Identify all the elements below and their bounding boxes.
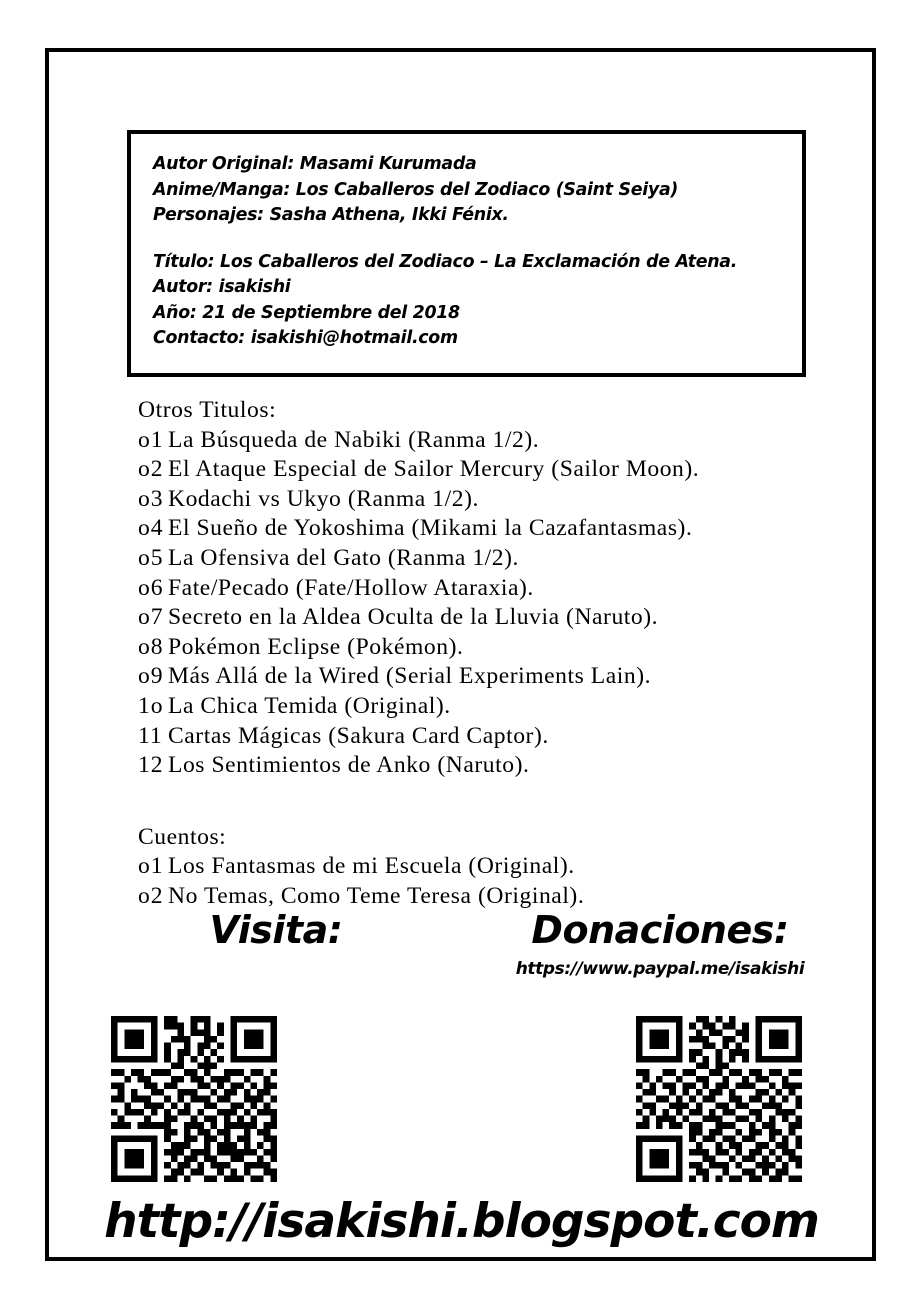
other-title-item-title: La Búsqueda de Nabiki (Ranma 1/2). — [168, 426, 540, 453]
qr-code-blog-wrapper[interactable] — [111, 1016, 277, 1182]
other-title-item — [138, 485, 838, 515]
other-title-item-title: Cartas Mágicas (Sakura Card Captor). — [168, 722, 549, 749]
credit-line-year: Año: 21 de Septiembre del 2018 — [153, 302, 460, 323]
credits-group-work — [153, 250, 802, 352]
other-title-item-title: Pokémon Eclipse (Pokémon). — [168, 633, 464, 660]
other-title-item-number: 1o — [138, 692, 164, 719]
credit-line-anime-manga: Anime/Manga: Los Caballeros del Zodiaco (Saint Seiya) — [153, 179, 679, 200]
other-title-item — [138, 751, 838, 781]
credit-line-contact: Contacto: isakishi@hotmail.com — [153, 328, 458, 348]
other-title-item-title: Más Allá de la Wired (Serial Experiments Lain). — [168, 663, 652, 690]
qr-code-blog-icon[interactable] — [111, 1016, 277, 1182]
other-title-item — [138, 455, 838, 485]
other-title-item — [138, 722, 838, 752]
other-title-item-number: o5 — [138, 544, 164, 571]
other-title-item-number: o1 — [138, 426, 164, 453]
other-title-item-title: Kodachi vs Ukyo (Ranma 1/2). — [168, 485, 479, 512]
credit-line-original-author: Autor Original: Masami Kurumada — [153, 154, 477, 174]
short-stories-heading: Cuentos: — [138, 823, 227, 850]
other-title-item-number: o4 — [138, 515, 164, 542]
other-title-item-title: Fate/Pecado (Fate/Hollow Ataraxia). — [168, 574, 534, 601]
qr-code-paypal-icon[interactable] — [636, 1016, 802, 1182]
short-story-item-title: Los Fantasmas de mi Escuela (Original). — [168, 853, 575, 880]
other-title-item-title: La Chica Temida (Original). — [168, 692, 451, 719]
other-title-item — [138, 692, 838, 722]
blog-url-text[interactable]: http://isakishi.blogspot.com — [104, 1194, 819, 1249]
other-title-item — [138, 544, 838, 574]
other-title-item — [138, 574, 838, 604]
other-title-item — [138, 426, 838, 456]
other-title-item-title: La Ofensiva del Gato (Ranma 1/2). — [168, 544, 519, 571]
other-title-item-number: 11 — [138, 722, 163, 749]
other-title-item-number: o8 — [138, 633, 164, 660]
other-title-item — [138, 514, 838, 544]
donate-heading: Donaciones: — [531, 908, 789, 952]
credits-box — [127, 130, 806, 377]
other-title-item-number: o2 — [138, 456, 164, 483]
other-title-item-title: Secreto en la Aldea Oculta de la Lluvia (Naruto). — [168, 604, 659, 631]
short-story-item-title: No Temas, Como Teme Teresa (Original). — [168, 882, 585, 909]
other-title-item-number: o7 — [138, 604, 164, 631]
qr-code-paypal-wrapper[interactable] — [636, 1016, 802, 1182]
short-story-item-number: o2 — [138, 882, 164, 909]
credit-line-characters: Personajes: Sasha Athena, Ikki Fénix. — [153, 205, 509, 225]
other-title-item-title: El Sueño de Yokoshima (Mikami la Cazafantasmas). — [168, 515, 693, 542]
short-story-item-number: o1 — [138, 853, 164, 880]
other-title-item — [138, 662, 838, 692]
donate-column — [490, 905, 830, 981]
other-title-item — [138, 633, 838, 663]
visit-column — [106, 905, 446, 981]
other-title-item-number: 12 — [138, 752, 164, 779]
short-stories-list — [138, 852, 838, 911]
other-title-item-title: El Ataque Especial de Sailor Mercury (Sailor Moon). — [168, 456, 700, 483]
other-titles-heading: Otros Titulos: — [138, 397, 277, 423]
credit-line-title: Título: Los Caballeros del Zodiaco – La Exclamación de Atena. — [153, 251, 738, 272]
titles-lists-region — [138, 396, 838, 912]
credits-group-source — [153, 152, 802, 229]
other-title-item-title: Los Sentimientos de Anko (Naruto). — [168, 752, 530, 779]
other-title-item-number: o6 — [138, 574, 164, 601]
other-title-item-number: o3 — [138, 485, 164, 512]
short-story-item — [138, 852, 838, 882]
visit-heading: Visita: — [209, 908, 343, 952]
other-title-item-number: o9 — [138, 663, 164, 690]
other-title-item — [138, 603, 838, 633]
credits-divider-space — [153, 229, 802, 250]
lists-section-gap — [138, 781, 838, 823]
paypal-url-text[interactable]: https://www.paypal.me/isakishi — [515, 959, 805, 979]
other-titles-list — [138, 426, 838, 781]
credit-line-author: Autor: isakishi — [153, 277, 291, 297]
